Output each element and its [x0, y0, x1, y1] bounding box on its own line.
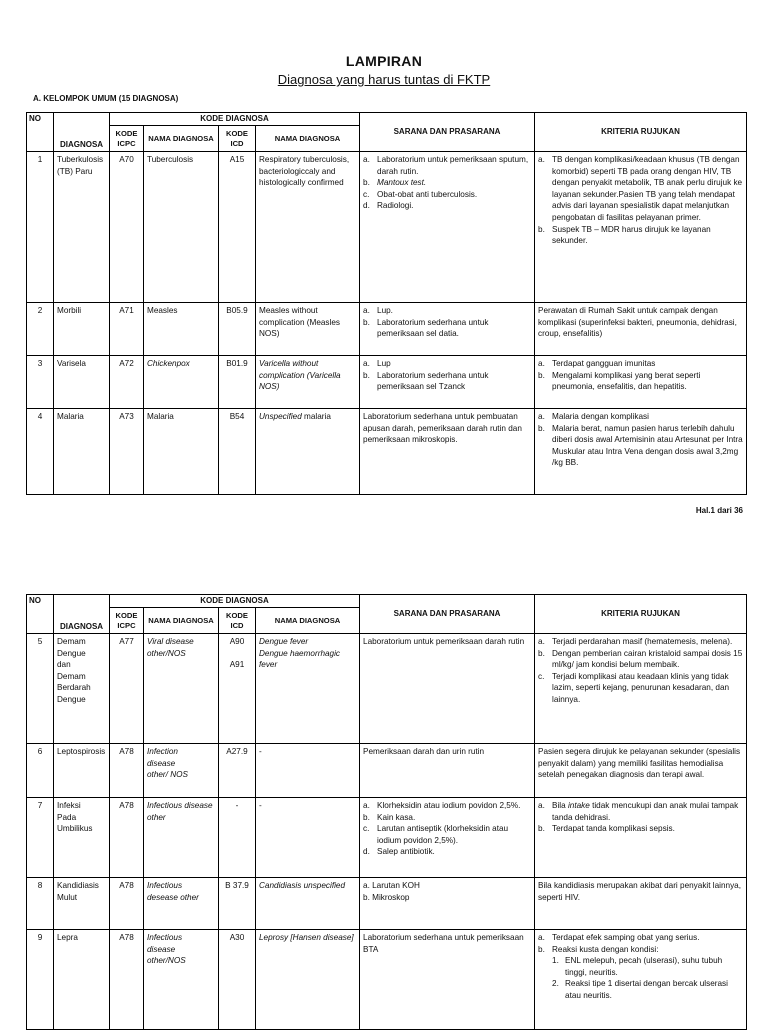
row-kriteria: Bila kandidiasis merupakan akibat dari penyakit lainnya, seperti HIV. [535, 878, 747, 930]
header-kode-icd: KODE ICD [219, 608, 256, 634]
page-title: LAMPIRAN [345, 53, 423, 69]
row-sarana: Pemeriksaan darah dan urin rutin [360, 744, 535, 798]
row-diagnosa: Lepra [54, 930, 110, 1030]
row-kriteria [535, 356, 747, 409]
row-icpc: A73 [110, 409, 144, 495]
header-kriteria: KRITERIA RUJUKAN [535, 595, 747, 634]
list-item: 2. Reaksi tipe 1 disertai dengan bercak ulserasi atau neuritis. [552, 979, 728, 1000]
row-icpc-name: Malaria [144, 409, 219, 495]
list-item: b. Mengalami komplikasi yang berat seperti pneumonia, ensefalitis, dan hepatitis. [538, 370, 701, 392]
row-sarana [360, 152, 535, 303]
row-icd: B54 [219, 409, 256, 495]
list-item: b. Suspek TB – MDR harus dirujuk ke layanan sekunder. [538, 224, 711, 246]
header-kode-icpc: KODE ICPC [110, 126, 144, 152]
list-item: b. Mikroskop [363, 892, 410, 902]
row-icd: - [219, 798, 256, 878]
section-title: A. KELOMPOK UMUM (15 DIAGNOSA) [33, 94, 179, 103]
row-diagnosa: Demam Dengue dan Demam Berdarah Dengue [54, 634, 110, 744]
diagnosis-table-1 [26, 112, 747, 495]
row-diagnosa: Malaria [54, 409, 110, 495]
list-item: a. Laboratorium untuk pemeriksaan sputum, darah rutin. [363, 155, 529, 176]
header-nama-icd: NAMA DIAGNOSA [256, 608, 360, 634]
table-row [27, 744, 747, 798]
row-icpc-name: Infectious disease other [144, 798, 219, 878]
row-icd-name: Unspecified malaria [256, 409, 360, 495]
list-item: d. Salep antibiotik. [363, 847, 435, 857]
row-icpc: A78 [110, 798, 144, 878]
header-sarana: SARANA DAN PRASARANA [360, 595, 535, 634]
table-row [27, 930, 747, 1030]
header-no: NO [27, 595, 54, 608]
page-number: Hal.1 dari 36 [695, 506, 743, 515]
table-row [27, 798, 747, 878]
row-sarana [360, 356, 535, 409]
table-row [27, 152, 747, 303]
row-kriteria [535, 634, 747, 744]
row-no: 9 [27, 930, 54, 1030]
row-no: 1 [27, 152, 54, 303]
row-kriteria: Pasien segera dirujuk ke pelayanan sekunder (spesialis penyakit dalam) yang memiliki fasilitas hemodialisa setelah penegakan diagnosis dan terapi awal. [535, 744, 747, 798]
row-icd-name: - [256, 798, 360, 878]
row-icpc-name: Measles [144, 303, 219, 356]
list-item: a. Lup. [363, 306, 393, 315]
table-row [27, 878, 747, 930]
list-item: b. Laboratorium sederhana untuk pemeriksaan sel datia. [363, 317, 489, 339]
header-diagnosa: DIAGNOSA [54, 595, 110, 634]
header-kode-diagnosa: KODE DIAGNOSA [110, 113, 360, 126]
header-diagnosa: DIAGNOSA [54, 113, 110, 152]
row-icd: B 37.9 [219, 878, 256, 930]
list-item: b. Terdapat tanda komplikasi sepsis. [538, 824, 675, 834]
row-icpc: A71 [110, 303, 144, 356]
page-subtitle: Diagnosa yang harus tuntas di FKTP [277, 72, 491, 87]
row-icd-name: Candidiasis unspecified [256, 878, 360, 930]
row-icd-name: Respiratory tuberculosis, bacteriologiccaly and histologically confirmed [256, 152, 360, 303]
list-item: a. Bila intake tidak mencukupi dan anak mulai tampak tanda dehidrasi. [538, 801, 739, 822]
header-kode-icd: KODE ICD [219, 126, 256, 152]
table-row [27, 303, 747, 356]
list-item: 1. ENL melepuh, pecah (ulserasi), suhu tubuh tinggi, neuritis. [552, 956, 723, 977]
row-kriteria [535, 930, 747, 1030]
row-icpc: A78 [110, 878, 144, 930]
row-no: 4 [27, 409, 54, 495]
list-item: a. Terdapat gangguan imunitas [538, 359, 656, 368]
row-icpc-name: Infectious disease other/NOS [144, 930, 219, 1030]
row-diagnosa: Kandidiasis Mulut [54, 878, 110, 930]
row-diagnosa: Varisela [54, 356, 110, 409]
row-kriteria [535, 409, 747, 495]
row-icd: A90 A91 [219, 634, 256, 744]
row-icpc: A77 [110, 634, 144, 744]
diagnosis-table-2 [26, 594, 747, 1030]
row-sarana: Laboratorium sederhana untuk pemeriksaan BTA [360, 930, 535, 1030]
row-icd-name: Dengue fever Dengue haemorrhagic fever [256, 634, 360, 744]
row-diagnosa: Leptospirosis [54, 744, 110, 798]
row-icpc-name: Infectious desease other [144, 878, 219, 930]
row-kriteria: Perawatan di Rumah Sakit untuk campak dengan komplikasi (superinfeksi bakteri, pneumonia, dehidrasi, croup, ensefalitis) [535, 303, 747, 356]
row-diagnosa: Tuberkulosis (TB) Paru [54, 152, 110, 303]
row-no: 7 [27, 798, 54, 878]
row-icpc-name: Chickenpox [144, 356, 219, 409]
row-icpc-name: Tuberculosis [144, 152, 219, 303]
row-icpc: A78 [110, 744, 144, 798]
list-item: a. Terdapat efek samping obat yang serius. [538, 933, 700, 942]
header-nama-icpc: NAMA DIAGNOSA [144, 608, 219, 634]
row-diagnosa: Morbili [54, 303, 110, 356]
row-icpc-name: Infection disease other/ NOS [144, 744, 219, 798]
list-item: b. Mantoux test. [363, 178, 427, 188]
row-icd-name: Leprosy [Hansen disease] [256, 930, 360, 1030]
list-item: c. Obat-obat anti tuberculosis. [363, 189, 478, 199]
row-no: 2 [27, 303, 54, 356]
header-no: NO [27, 113, 54, 126]
list-item: b. Kain kasa. [363, 812, 416, 822]
list-item: a. Lup [363, 359, 391, 368]
row-icd: B01.9 [219, 356, 256, 409]
row-diagnosa: Infeksi Pada Umbilikus [54, 798, 110, 878]
header-kode-icpc: KODE ICPC [110, 608, 144, 634]
row-sarana [360, 878, 535, 930]
row-icpc-name: Viral disease other/NOS [144, 634, 219, 744]
row-no: 5 [27, 634, 54, 744]
row-no: 3 [27, 356, 54, 409]
header-nama-icd: NAMA DIAGNOSA [256, 126, 360, 152]
list-item: c. Terjadi komplikasi atau keadaan klinis yang tidak lazim, seperti kejang, penurunan kesadaran, dan lainnya. [538, 671, 730, 704]
list-item: b. Malaria berat, namun pasien harus terlebih dahulu diberi dosis awal Artemisinin atau Artesunat per Intra Muskular atau Intra Vena dengan dosis awal 3,2mg /kg BB. [538, 423, 743, 468]
row-icpc: A72 [110, 356, 144, 409]
list-item: a. Malaria dengan komplikasi [538, 412, 649, 421]
row-sarana: Laboratorium sederhana untuk pembuatan apusan darah, pemeriksaan darah rutin dan pemeriksaan mikroskopis. [360, 409, 535, 495]
list-item: b. Dengan pemberian cairan kristaloid sampai dosis 15 ml/kg/ jam kondisi belum membaik. [538, 648, 743, 670]
list-item: d. Radiologi. [363, 201, 414, 211]
header-no-cont [27, 608, 54, 634]
header-kriteria: KRITERIA RUJUKAN [535, 113, 747, 152]
list-item: b. Laboratorium sederhana untuk pemeriksaan sel Tzanck [363, 370, 489, 392]
table-row [27, 634, 747, 744]
row-icpc: A70 [110, 152, 144, 303]
list-item: b. Reaksi kusta dengan kondisi: 1. ENL melepuh, pecah (ulserasi), suhu tubuh tinggi, neuritis. 2. Reaksi tipe 1 disertai dengan bercak ulserasi atau neuritis. [538, 944, 743, 1002]
header-nama-icpc: NAMA DIAGNOSA [144, 126, 219, 152]
row-icd: A30 [219, 930, 256, 1030]
row-sarana [360, 303, 535, 356]
row-icd: A27.9 [219, 744, 256, 798]
table-row [27, 356, 747, 409]
row-kriteria [535, 152, 747, 303]
row-sarana [360, 798, 535, 878]
header-kode-diagnosa: KODE DIAGNOSA [110, 595, 360, 608]
row-no: 6 [27, 744, 54, 798]
header-sarana: SARANA DAN PRASARANA [360, 113, 535, 152]
list-item: a. TB dengan komplikasi/keadaan khusus (TB dengan komorbid) seperti TB pada orang dengan HIV, TB dengan penyakit metabolik, TB anak perlu dirujuk ke layanan sekunder.Pasien TB yang telah mendapat advis dari layanan spesialistik dapat melanjutkan pengobatan di fasilitas pelayanan primer. [538, 155, 743, 222]
row-kriteria [535, 798, 747, 878]
table-row [27, 409, 747, 495]
row-icd: B05.9 [219, 303, 256, 356]
row-icd-name: Varicella without complication (Varicella NOS) [256, 356, 360, 409]
list-item: a. Klorheksidin atau iodium povidon 2,5%. [363, 801, 521, 810]
row-sarana: Laboratorium untuk pemeriksaan darah rutin [360, 634, 535, 744]
list-item: a. Larutan KOH [363, 881, 420, 890]
row-icd: A15 [219, 152, 256, 303]
row-no: 8 [27, 878, 54, 930]
row-icpc: A78 [110, 930, 144, 1030]
row-icd-name: Measles without complication (Measles NOS) [256, 303, 360, 356]
header-no-cont [27, 126, 54, 152]
row-icd-name: - [256, 744, 360, 798]
list-item: a. Terjadi perdarahan masif (hematemesis, melena). [538, 637, 733, 646]
list-item: c. Larutan antiseptik (klorheksidin atau iodium povidon 2,5%). [363, 824, 509, 845]
